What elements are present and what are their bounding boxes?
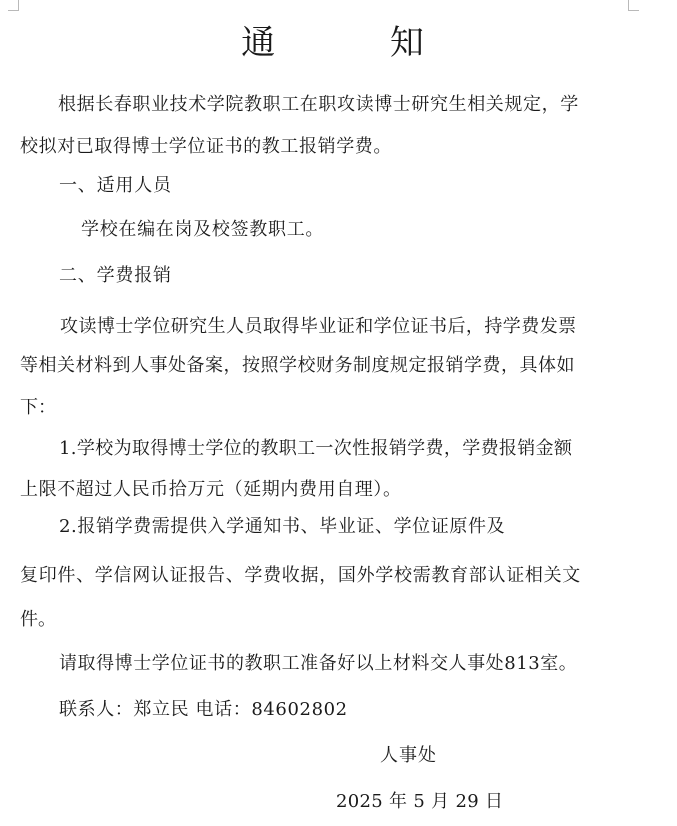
- body-line: 请取得博士学位证书的教职工准备好以上材料交人事处813室。: [59, 653, 578, 674]
- body-line: 学校在编在岗及校签教职工。: [81, 219, 325, 240]
- body-line: 根据长春职业技术学院教职工在职攻读博士研究生相关规定，学: [58, 94, 579, 115]
- notice-title: 通 知: [241, 23, 476, 63]
- body-line: 等相关材料到人事处备案，按照学校财务制度规定报销学费，具体如: [20, 355, 575, 376]
- contact-line: 联系人：郑立民 电话：84602802: [59, 699, 348, 720]
- crop-mark: [628, 0, 629, 10]
- list-item-2: 2.报销学费需提供入学通知书、毕业证、学位证原件及: [59, 516, 506, 537]
- body-line: 校拟对已取得博士学位证书的教工报销学费。: [20, 136, 392, 157]
- body-line: 攻读博士学位研究生人员取得毕业证和学位证书后，持学费发票: [60, 316, 577, 337]
- body-line: 件。: [20, 609, 56, 630]
- body-line: 上限不超过人民币拾万元（延期内费用自理）。: [20, 479, 402, 500]
- section-heading-tuition-reimbursement: 二、学费报销: [59, 265, 172, 286]
- crop-mark: [8, 10, 19, 11]
- body-line: 复印件、学信网认证报告、学费收据，国外学校需教育部认证相关文: [20, 565, 581, 586]
- signature-date: 2025 年 5 月 29 日: [336, 791, 504, 812]
- list-item-1: 1.学校为取得博士学位的教职工一次性报销学费，学费报销金额: [59, 438, 573, 459]
- section-heading-applicable-staff: 一、适用人员: [59, 175, 172, 196]
- body-line: 下：: [20, 397, 56, 418]
- crop-mark: [628, 10, 639, 11]
- signature-department: 人事处: [380, 745, 437, 766]
- crop-mark: [18, 0, 19, 10]
